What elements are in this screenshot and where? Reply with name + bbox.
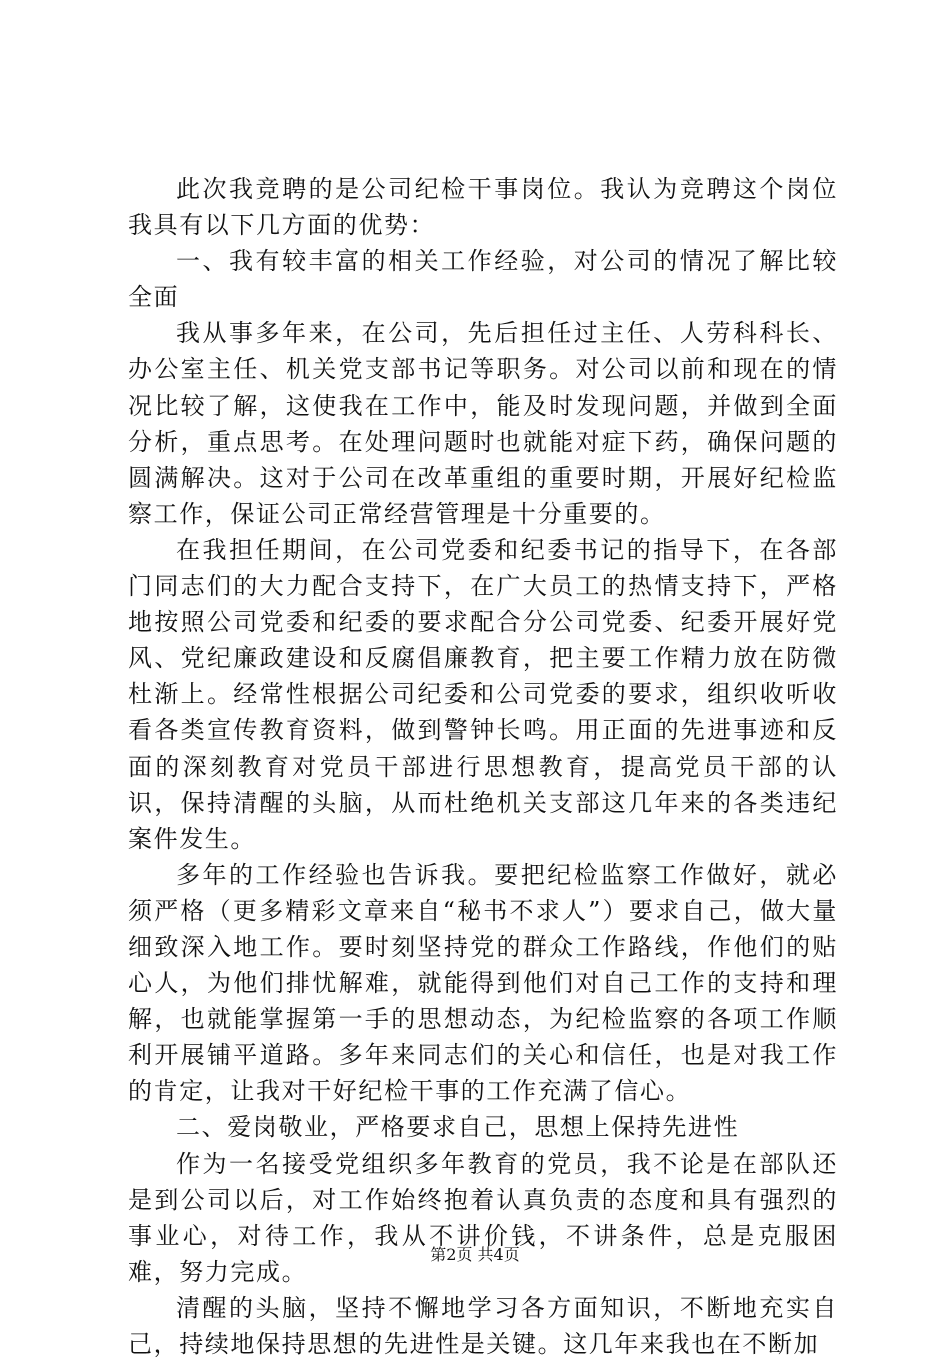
paragraph-lessons: 多年的工作经验也告诉我。要把纪检监察工作做好，就必须严格（更多精彩文章来自“秘书不求人”）要求自己，做大量细致深入地工作。要时刻坚持党的群众工作路线，作他们的贴心人，为他们排忧解难，就能得到他们对自己工作的支持和理解，也就能掌握第一手的思想动态，为纪检监察的各项工作顺利开展铺平道路。多年来同志们的关心和信任，也是对我工作的肯定，让我对干好纪检干事的工作充满了信心。 — [128, 860, 838, 1106]
document-body — [128, 171, 838, 1362]
heading-section-2: 二、爱岗敬业，严格要求自己，思想上保持先进性 — [176, 1113, 740, 1142]
paragraph-experience: 我从事多年来，在公司，先后担任过主任、人劳科科长、办公室主任、机关党支部书记等职务。对公司以前和现在的情况比较了解，这使我在工作中，能及时发现问题，并做到全面分析，重点思考。在处理问题时也就能对症下药，确保问题的圆满解决。这对于公司在改革重组的重要时期，开展好纪检监察工作，保证公司正常经营管理是十分重要的。 — [128, 319, 838, 528]
paragraph-learning: 清醒的头脑，坚持不懈地学习各方面知识，不断地充实自己，持续地保持思想的先进性是关键。这几年来我也在不断加 — [128, 1293, 838, 1358]
paragraph-tenure: 在我担任期间，在公司党委和纪委书记的指导下，在各部门同志们的大力配合支持下，在广大员工的热情支持下，严格地按照公司党委和纪委的要求配合分公司党委、纪委开展好党风、党纪廉政建设和反腐倡廉教育，把主要工作精力放在防微杜渐上。经常性根据公司纪委和公司党委的要求，组织收听收看各类宣传教育资料，做到警钟长鸣。用正面的先进事迹和反面的深刻教育对党员干部进行思想教育，提高党员干部的认识，保持清醒的头脑，从而杜绝机关支部这几年来的各类违纪案件发生。 — [128, 535, 838, 853]
paragraph-intro: 此次我竞聘的是公司纪检干事岗位。我认为竞聘这个岗位我具有以下几方面的优势： — [128, 175, 838, 240]
page-footer: 第2页 共4页 — [430, 1245, 520, 1264]
paragraph-dedication: 作为一名接受党组织多年教育的党员，我不论是在部队还是到公司以后，对工作始终抱着认真负责的态度和具有强烈的事业心，对待工作，我从不讲价钱，不讲条件，总是克服困难，努力完成。 — [128, 1149, 838, 1286]
heading-section-1: 一、我有较丰富的相关工作经验，对公司的情况了解比较全面 — [128, 247, 838, 312]
